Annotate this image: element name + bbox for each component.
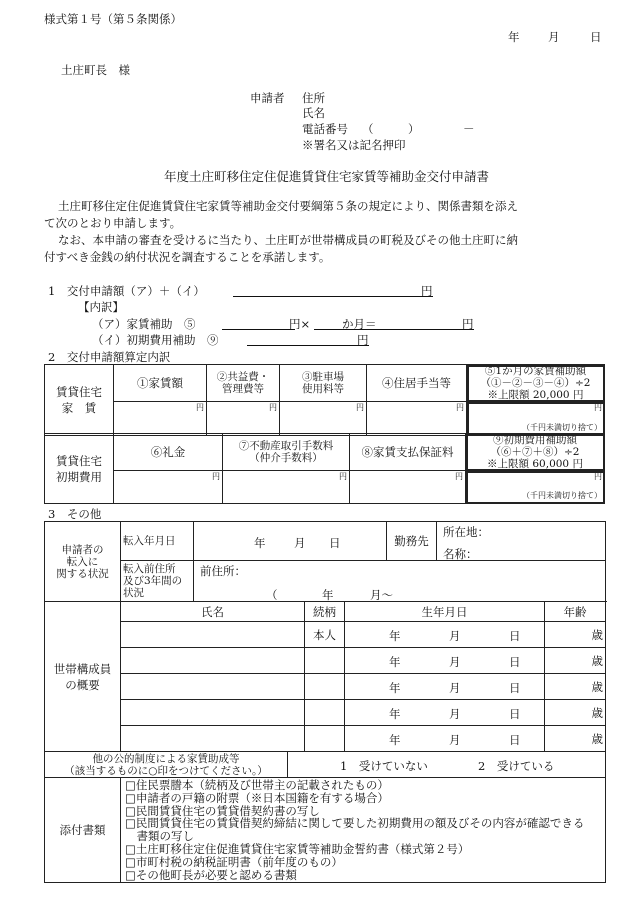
attachment-item-cont: 書類の写し (125, 829, 194, 844)
rent-amount-cell[interactable]: 円 (114, 402, 207, 436)
member-birth-1[interactable]: 年 月 日 (345, 622, 545, 648)
common-fee-cell[interactable]: 円 (207, 402, 280, 436)
member-name-1[interactable] (121, 622, 305, 648)
total-amount-line[interactable] (233, 296, 433, 297)
option-receiving[interactable]: 2 受けている (478, 759, 555, 773)
attachment-item[interactable]: □民間賃貸住宅の賃貸借契約締結に関して要した初期費用の額及びその内容が確認できる (125, 816, 585, 831)
attachments-list (121, 778, 606, 883)
member-age-4[interactable]: 歳 (545, 700, 606, 726)
initial-subsidy-label: （イ）初期費用補助 ⑨ (92, 333, 219, 347)
header-key-money: ⑥礼金 (114, 434, 223, 471)
member-name-2[interactable] (121, 648, 305, 674)
member-relation-5[interactable] (305, 726, 345, 752)
phone-dash: － (463, 122, 475, 136)
header-guarantee-fee: ⑧家賃支払保証料 (350, 434, 466, 471)
body-p2-line1: なお、本申請の審査を受けるに当たり、土庄町が世帯構成員の町税及びその他土庄町に納 (58, 233, 518, 247)
rent-row-label: 賃貸住宅 家 賃 (45, 365, 114, 436)
applicant-name-label: 氏名 (302, 106, 325, 120)
workplace-field[interactable]: 所在地： 名称： (437, 522, 606, 561)
initial-row-label: 賃貸住宅 初期費用 (45, 434, 114, 504)
attachment-item[interactable]: □住民票謄本（続柄及び世帯主の記載されたもの） (125, 778, 389, 792)
key-money-cell[interactable]: 円 (114, 471, 223, 504)
rent-calculation-table (44, 364, 605, 436)
addressee: 土庄町長 様 (61, 63, 130, 77)
member-name-5[interactable] (121, 726, 305, 752)
member-age-2[interactable]: 歳 (545, 648, 606, 674)
previous-address-label: 転入前住所 及び3年間の 状況 (121, 561, 194, 602)
phone-paren-close: ） (408, 122, 420, 136)
breakdown-label: 【内訳】 (78, 300, 124, 314)
member-age-1[interactable]: 歳 (545, 622, 606, 648)
col-birthdate: 生年月日 (345, 602, 545, 622)
member-relation-self: 本人 (305, 622, 345, 648)
previous-address-field[interactable]: 前住所： （ 年 月～ (194, 561, 606, 602)
date-day: 日 (590, 30, 602, 44)
round-note-2: （千円未満切り捨て） (522, 491, 602, 500)
document-title: 年度土庄町移住定住促進賃貸住宅家賃等補助金交付申請書 (164, 169, 490, 184)
member-birth-4[interactable]: 年 月 日 (345, 700, 545, 726)
col-name: 氏名 (121, 602, 305, 622)
member-relation-2[interactable] (305, 648, 345, 674)
header-initial-subsidy: ⑨初期費用補助額 （⑥＋⑦＋⑧）÷2 ※上限額 60,000 円 (466, 434, 605, 471)
household-row-label: 世帯構成員 の概要 (45, 602, 121, 752)
member-age-5[interactable]: 歳 (545, 726, 606, 752)
form-number: 様式第１号（第５条関係） (44, 12, 182, 26)
member-name-4[interactable] (121, 700, 305, 726)
move-date-label: 転入年月日 (121, 522, 194, 561)
date-month: 月 (548, 30, 560, 44)
attachments-label: 添付書類 (45, 778, 121, 883)
header-rent-amount: ①家賃額 (114, 365, 207, 402)
rent-subsidy-total-yen: 円 (462, 317, 474, 331)
header-parking-fee: ③駐車場 使用料等 (280, 365, 367, 402)
header-housing-allowance: ④住居手当等 (367, 365, 467, 402)
rent-subsidy-months: か月＝ (342, 317, 377, 331)
housing-allowance-cell[interactable]: 円 (367, 402, 467, 436)
rent-subsidy-months-line[interactable] (314, 329, 474, 330)
body-p2-line2: 付すべき金銭の納付状況を調査することを承諾します。 (44, 250, 331, 264)
member-birth-3[interactable]: 年 月 日 (345, 674, 545, 700)
attachment-item[interactable]: □市町村税の納税証明書（前年度のもの） (125, 854, 343, 869)
round-note-1: （千円未満切り捨て） (522, 423, 602, 432)
parking-fee-cell[interactable]: 円 (280, 402, 367, 436)
section1-label: 1 交付申請額（ア）＋（イ） (48, 284, 205, 298)
member-relation-4[interactable] (305, 700, 345, 726)
household-table (44, 601, 606, 752)
col-relation: 続柄 (305, 602, 345, 622)
attachment-item[interactable]: □民間賃貸住宅の賃貸借契約書の写し (125, 803, 320, 818)
body-p1-line1: 土庄町移住定住促進賃貸住宅家賃等補助金交付要綱第５条の規定により、関係書類を添え (58, 199, 518, 213)
member-relation-3[interactable] (305, 674, 345, 700)
section2-label: 2 交付申請額算定内訳 (48, 350, 171, 364)
initial-cost-table (44, 433, 605, 504)
public-support-table (44, 751, 606, 778)
member-birth-2[interactable]: 年 月 日 (345, 648, 545, 674)
applicant-phone-label: 電話番号 (302, 122, 348, 136)
workplace-label: 勤務先 (387, 522, 437, 561)
rent-subsidy-label: （ア）家賃補助 ⑤ (92, 317, 196, 331)
member-name-3[interactable] (121, 674, 305, 700)
body-p1-line2: て次のとおり申請します。 (44, 216, 182, 230)
total-yen: 円 (421, 284, 433, 298)
move-date-field[interactable]: 年 月 日 (194, 522, 387, 561)
move-in-table (44, 521, 606, 602)
initial-subsidy-line[interactable] (247, 345, 369, 346)
public-support-options (288, 752, 606, 778)
signature-note: ※署名又は記名押印 (302, 138, 406, 152)
brokerage-fee-cell[interactable]: 円 (223, 471, 350, 504)
header-monthly-subsidy: ⑤1か月の家賃補助額 （①－②－③－④）÷2 ※上限額 20,000 円 (467, 365, 605, 402)
header-brokerage-fee: ⑦不動産取引手数料 （仲介手数料） (223, 434, 350, 471)
rent-subsidy-yen: 円× (289, 317, 311, 331)
rent-subsidy-monthly-line[interactable] (222, 329, 295, 330)
attachment-item[interactable]: □申請者の戸籍の附票（※日本国籍を有する場合） (125, 790, 389, 805)
applicant-address-label: 住所 (302, 91, 325, 105)
date-year: 年 (508, 30, 520, 44)
phone-paren-open: （ (362, 122, 374, 136)
monthly-subsidy-cell[interactable]: 円 （千円未満切り捨て） (467, 402, 605, 436)
attachments-table (44, 777, 606, 883)
guarantee-fee-cell[interactable]: 円 (350, 471, 466, 504)
col-age: 年齢 (545, 602, 606, 622)
member-age-3[interactable]: 歳 (545, 674, 606, 700)
move-in-row-label: 申請者の 転入に 関する状況 (45, 522, 121, 602)
applicant-label: 申請者 (250, 91, 285, 105)
initial-subsidy-cell[interactable]: 円 （千円未満切り捨て） (466, 471, 605, 504)
section3-label: 3 その他 (48, 507, 102, 521)
attachment-item[interactable]: □その他町長が必要と認める書類 (125, 867, 297, 882)
initial-subsidy-yen: 円 (357, 333, 369, 347)
attachment-item[interactable]: □土庄町移住定住促進賃貸住宅家賃等補助金誓約書（様式第２号） (125, 841, 470, 856)
header-common-fee: ②共益費・ 管理費等 (207, 365, 280, 402)
member-birth-5[interactable]: 年 月 日 (345, 726, 545, 752)
option-not-receiving[interactable]: 1 受けていない (340, 759, 428, 773)
public-support-label: 他の公的制度による家賃助成等 （該当するものに○印をつけてください。） (45, 752, 288, 778)
